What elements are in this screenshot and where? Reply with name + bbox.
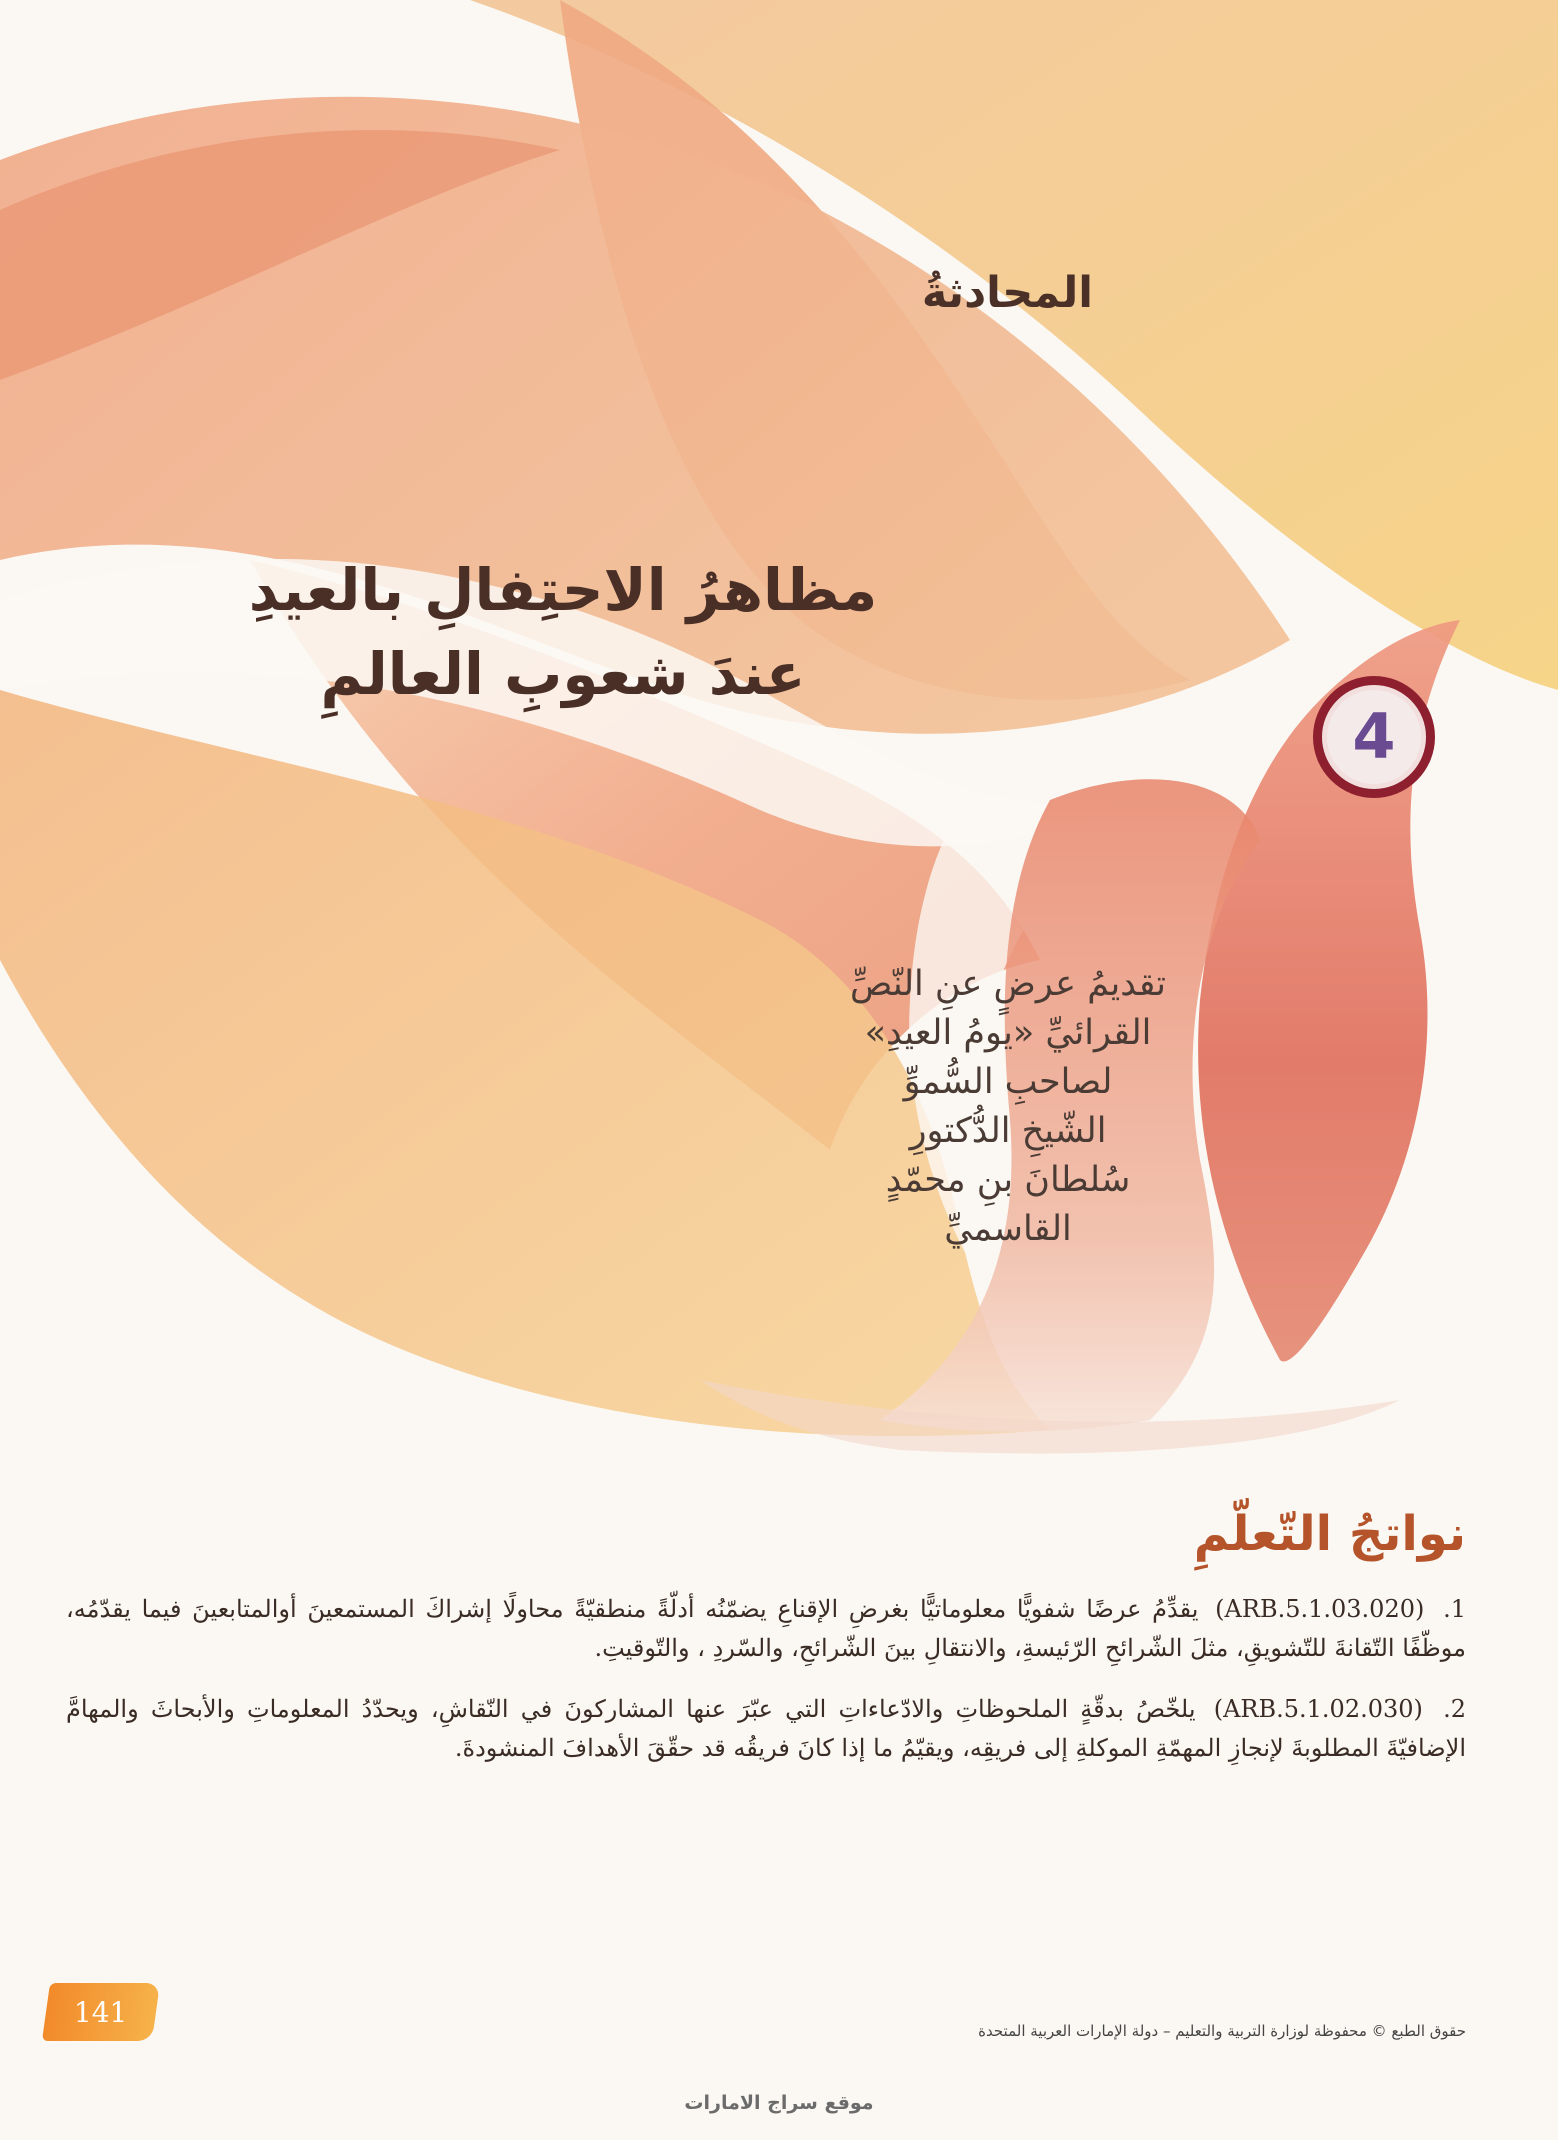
learning-outcome-item [66,1690,1466,1768]
outcome-number: 2. [1443,1695,1466,1723]
unit-number-badge [1313,676,1435,798]
subtitle-line-4: الشّيخِ الدُّكتورِ [909,1111,1107,1151]
page-number-tab [42,1983,160,2041]
outcome-code: (ARB.5.1.02.030) [1213,1695,1423,1723]
outcome-text: يقدِّمُ عرضًا شفويًّا معلوماتيًّا بغرضِ الإقناعِ يضمّنُه أدلّةً منطقيّةً محاولًا إشراكَ المستمعينَ أوالمتابعينَ فيما يقدّمُه، موظّفًا التّقانةَ للتّشويقِ، مثلَ الشّرائحِ الرّئيسةِ، والانتقالِ بينَ الشّرائحِ، والسّردِ ، والتّوقيتِ. [66,1595,1466,1662]
subtitle-line-2: القرائيِّ «يومُ العيدِ» [864,1013,1152,1053]
copyright-notice: حقوق الطبع © محفوظة لوزارة التربية والتعليم – دولة الإمارات العربية المتحدة [978,2022,1466,2040]
outcome-number: 1. [1443,1595,1466,1623]
outcome-code: (ARB.5.1.03.020) [1215,1595,1425,1623]
page-number: 141 [74,1995,128,2029]
subtitle-line-5: سُلطانَ بنِ محمّدٍ [885,1160,1131,1200]
site-watermark-caption: موقع سراج الامارات [684,2092,874,2114]
lesson-title-line-1: مظاهرُ الاحتِفالِ بالعيدِ [248,556,878,624]
learning-outcomes-heading: نواتجُ التّعلّمِ [1193,1506,1466,1562]
outcome-text: يلخّصُ بدقّةٍ الملحوظاتِ والادّعاءاتِ التي عبّرَ عنها المشاركونَ في النّقاشِ، ويحدّدُ المعلوماتِ والأبحاثَ والمهامَّ الإضافيّةَ المطلوبةَ لإنجازِ المهمّةِ الموكلةِ إلى فريقِه، ويقيّمُ ما إذا كانَ فريقُه قد حقّقَ الأهدافَ المنشودةَ. [66,1695,1466,1762]
learning-outcome-item [66,1590,1466,1668]
subtitle-line-1: تقديمُ عرضٍ عنِ النّصِّ [849,964,1167,1004]
section-label: المحادثةُ [921,268,1093,318]
lesson-subtitle [793,960,1223,1254]
lesson-title [203,548,923,716]
subtitle-line-3: لصاحبِ السُّموِّ [903,1062,1113,1102]
lesson-title-line-2: عندَ شعوبِ العالمِ [320,640,806,708]
unit-number: 4 [1352,700,1396,773]
subtitle-line-6: القاسميِّ [944,1209,1072,1249]
